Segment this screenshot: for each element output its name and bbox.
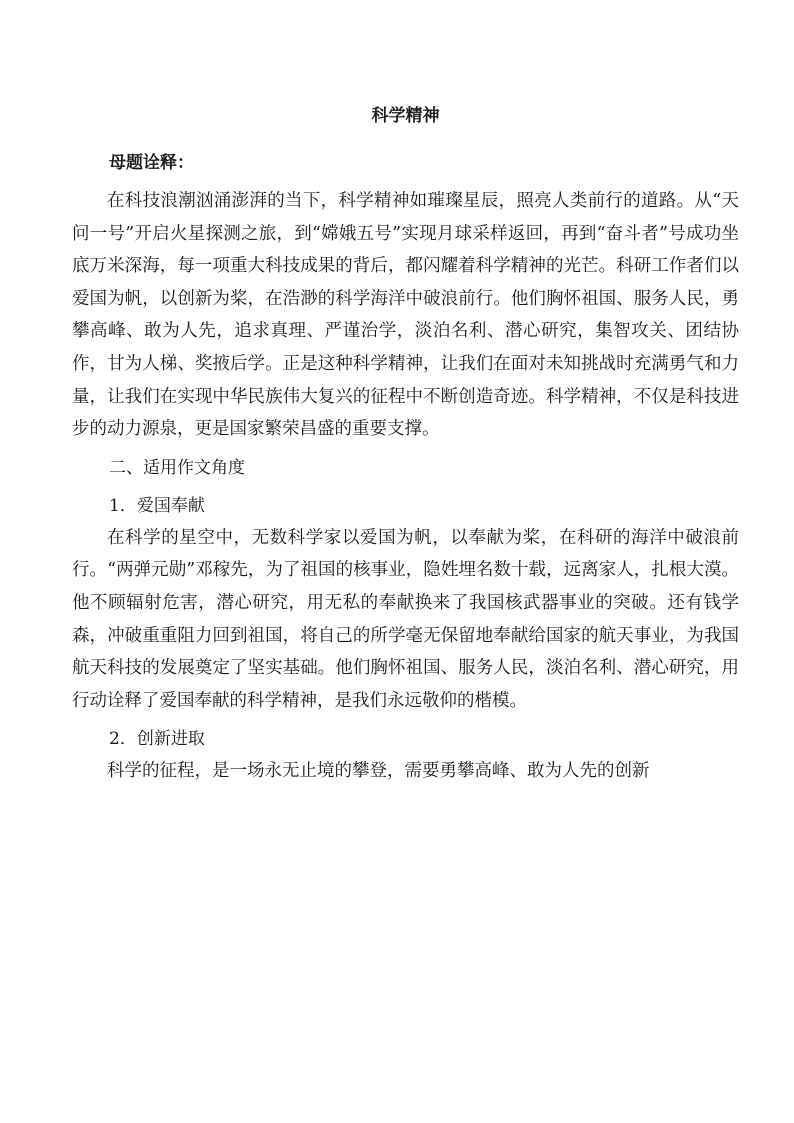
subsection-heading-innovation: 2．创新进取 (109, 729, 205, 750)
innovation-paragraph: 科学的征程，是一场永无止境的攀登，需要勇攀高峰、敢为人先的创新 (107, 761, 650, 782)
subsection-heading-patriotic-dedication: 1．爱国奉献 (109, 495, 205, 516)
document-content (72, 101, 739, 788)
topic-interpretation-heading: 母题诠释： (109, 153, 194, 173)
patriotic-dedication-paragraph: 在科学的星空中，无数科学家以爱国为帆，以奉献为桨，在科研的海洋中破浪前行。“两弹元勋”邓稼先，为了祖国的核事业，隐姓埋名数十载，远离家人，扎根大漠。他不顾辐射危害，潜心研究，用无私的奉献换来了我国核武器事业的突破。还有钱学森，冲破重重阻力回到祖国，将自己的所学毫无保留地奉献给国家的航天事业，为我国航天科技的发展奠定了坚实基础。他们胸怀祖国、服务人民，淡泊名利、潜心研究，用行动诠释了爱国奉献的科学精神，是我们永远敬仰的楷模。 (72, 527, 739, 711)
section-heading-applicable-angles: 二、适用作文角度 (109, 457, 245, 478)
document-title: 科学精神 (371, 106, 440, 126)
intro-paragraph: 在科技浪潮汹涌澎湃的当下，科学精神如璀璨星辰，照亮人类前行的道路。从“天问一号”开启火星探测之旅，到“嫦娥五号”实现月球采样返回，再到“奋斗者”号成功坐底万米深海，每一项重大科技成果的背后，都闪耀着科学精神的光芒。科研工作者们以爱国为帆，以创新为桨，在浩渺的科学海洋中破浪前行。他们胸怀祖国、服务人民，勇攀高峰、敢为人先，追求真理、严谨治学，淡泊名利、潜心研究，集智攻关、团结协作，甘为人梯、奖掖后学。正是这种科学精神，让我们在面对未知挑战时充满勇气和力量，让我们在实现中华民族伟大复兴的征程中不断创造奇迹。科学精神，不仅是科技进步的动力源泉，更是国家繁荣昌盛的重要支撑。 (72, 191, 739, 440)
